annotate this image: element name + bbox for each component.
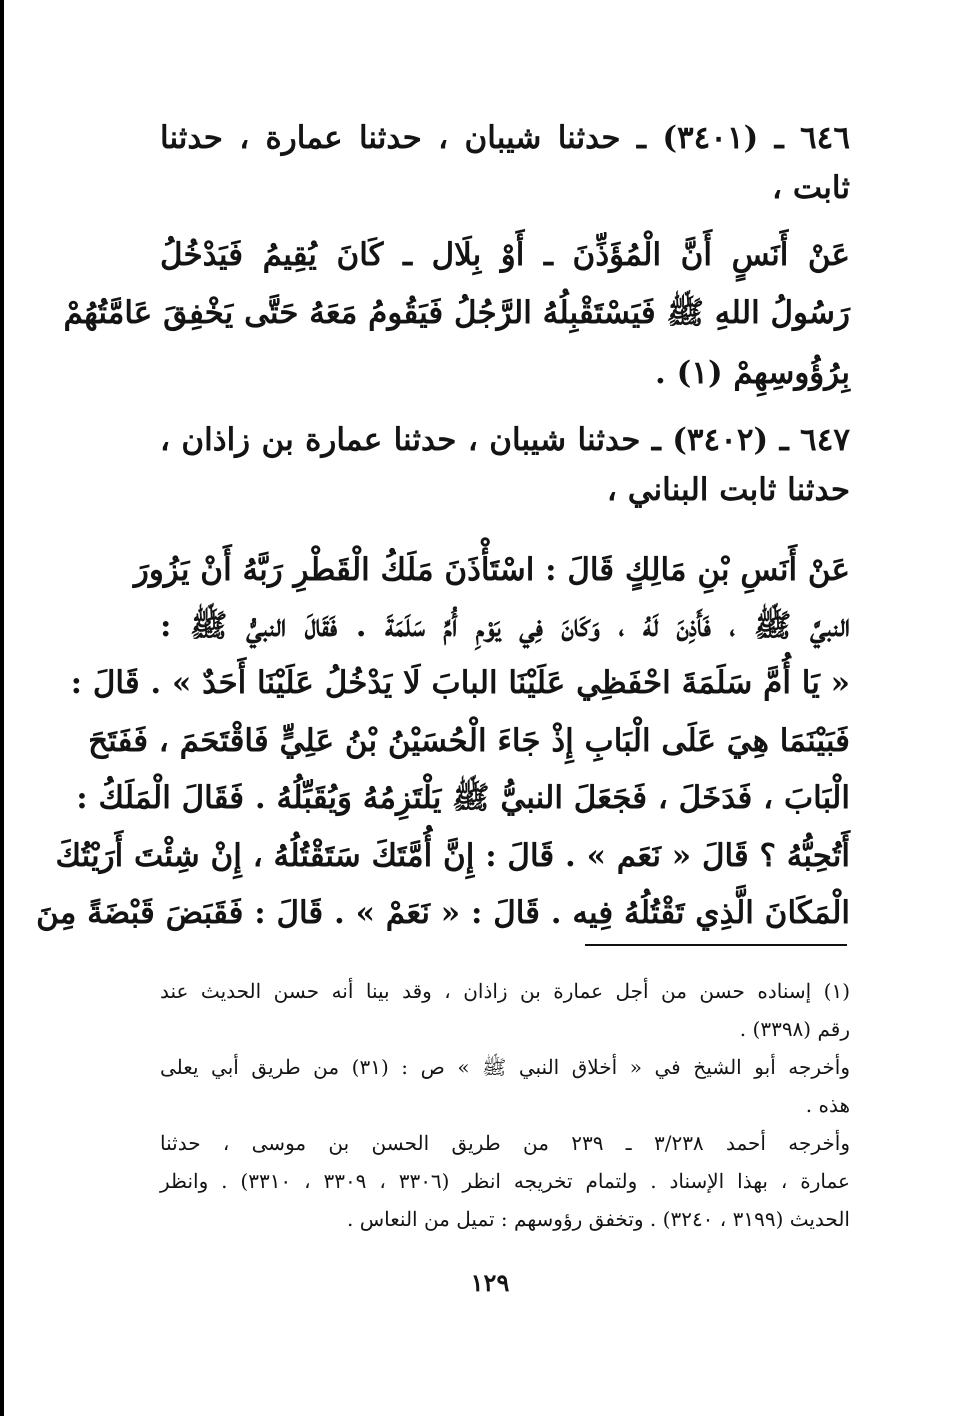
hadith-647-line-7: الْمَكَانَ الَّذِي تَقْتُلُهُ فِيه . قَالَ : « نَعَمْ » . قَالَ : فَقَبَضَ قَبْضَةً مِنَ <box>36 895 850 931</box>
page-number: ١٢٩ <box>470 1268 510 1297</box>
footnote-separator <box>585 944 847 946</box>
hadith-647-line-3: « يَا أُمَّ سَلَمَةَ احْفَظِي عَلَيْنَا البابَ لَا يَدْخُلُ عَلَيْنَا أَحَدٌ » . قَالَ : <box>70 665 850 701</box>
footnote-1-line-5: وأخرجه أحمد ٣/٢٣٨ ـ ٢٣٩ من طريق الحسن بن موسى ، حدثنا <box>160 1131 850 1155</box>
hadith-646-heading-cont: ثابت ، <box>772 170 850 206</box>
hadith-647-heading: ٦٤٧ ـ (٣٤٠٢) ـ حدثنا شيبان ، حدثنا عمارة بن زاذان ، <box>160 422 850 458</box>
hadith-646-line-2: رَسُولُ اللهِ ﷺ فَيَسْتَقْبِلُهُ الرَّجُلُ فَيَقُومُ مَعَهُ حَتَّى يَخْفِقَ عَامَّتُهُمْ <box>63 295 850 331</box>
hadith-647-line-5: الْبَابَ ، فَدَخَلَ ، فَجَعَلَ النبيُّ ﷺ يَلْتَزِمُهُ وَيُقَبِّلُهُ . فَقَالَ الْمَلَكُ : <box>76 780 850 816</box>
footnote-1-line-4: هذه . <box>805 1093 850 1117</box>
hadith-647-heading-cont: حدثنا ثابت البناني ، <box>606 472 850 508</box>
footnote-1-line-7: الحديث (٣١٩٩ ، ٣٢٤٠) . وتخفق رؤوسهم : تميل من النعاس . <box>347 1207 850 1231</box>
hadith-647-line-4: فَبَيْنَمَا هِيَ عَلَى الْبَابِ إِذْ جَاءَ الْحُسَيْنُ بْنُ عَلِيٍّ فَاقْتَحَمَ ، فَفَتَحَ <box>88 723 850 759</box>
hadith-646-line-1: عَنْ أَنَسٍ أَنَّ الْمُؤَذِّنَ ـ أَوْ بِلَال ـ كَانَ يُقِيمُ فَيَدْخُلُ <box>160 237 850 273</box>
page-edge-line <box>0 0 4 1416</box>
footnote-1-line-6: عمارة ، بهذا الإسناد . ولتمام تخريجه انظر (٣٣٠٦ ، ٣٣٠٩ ، ٣٣١٠) . وانظر <box>160 1169 850 1193</box>
hadith-647-line-1: عَنْ أَنَسِ بْنِ مَالِكٍ قَالَ : اسْتَأْذَنَ مَلَكُ الْقَطْرِ رَبَّهُ أَنْ يَزُورَ <box>133 552 850 588</box>
hadith-647-line-2: النبيَّ ﷺ ، فَأَذِنَ لَهُ ، وَكَانَ فِي يَوْمِ أُمِّ سَلَمَةَ . فَقَالَ النبيُّ ﷺ : <box>160 608 850 644</box>
footnote-1-line-1: (١) إسناده حسن من أجل عمارة بن زاذان ، وقد بينا أنه حسن الحديث عند <box>160 979 851 1003</box>
hadith-647-line-6: أَتُحِبُّهُ ؟ قَالَ « نَعَم » . قَالَ : إِنَّ أُمَّتَكَ سَتَقْتُلُهُ ، إِنْ شِئْتَ أَرَيْتُكَ <box>55 838 850 874</box>
footnote-1-line-2: رقم (٣٣٩٨) . <box>739 1017 850 1041</box>
footnote-1-line-3: وأخرجه أبو الشيخ في « أخلاق النبي ﷺ » ص : (٣١) من طريق أبي يعلى <box>160 1055 850 1079</box>
hadith-646-heading: ٦٤٦ ـ (٣٤٠١) ـ حدثنا شيبان ، حدثنا عمارة ، حدثنا <box>160 120 850 156</box>
hadith-646-line-3: بِرُؤُوسِهِمْ (١) . <box>655 355 850 391</box>
